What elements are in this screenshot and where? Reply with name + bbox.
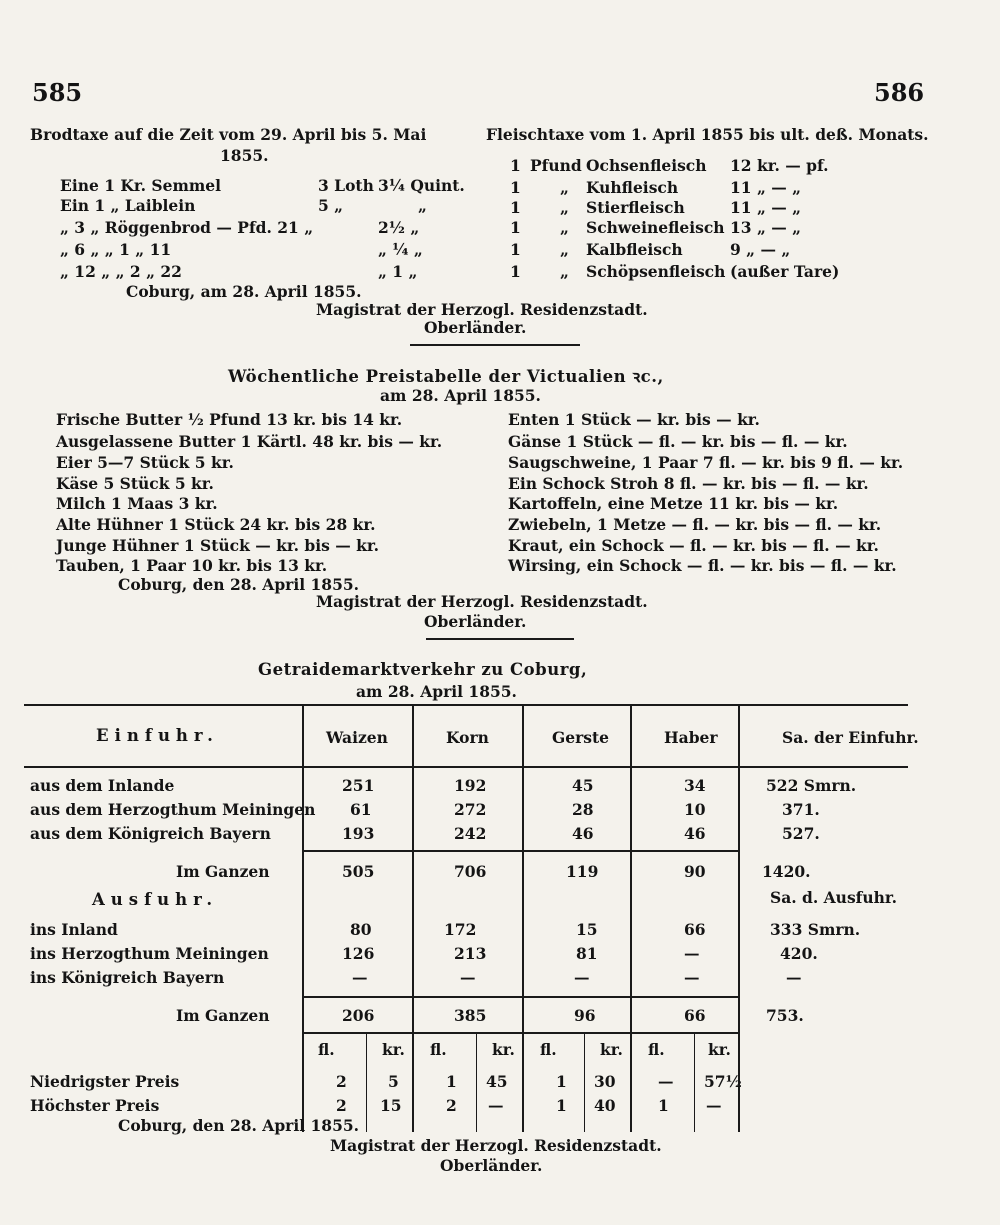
price-item: Käse 5 Stück 5 kr. [56, 474, 214, 493]
unit-header: fl. [430, 1040, 447, 1059]
fleischtaxe-title: Fleischtaxe vom 1. April 1855 bis ult. deß. Monats. [486, 125, 929, 144]
brodtaxe-quint: 2½ „ [378, 218, 420, 237]
fleischtaxe-price: 9 „ — „ [730, 240, 791, 259]
ausfuhr-label: Ausfuhr. [92, 890, 219, 909]
cell-sum: 522 Smrn. [766, 776, 857, 795]
cell-haber: 46 [684, 824, 706, 843]
signatory-name: Oberländer. [424, 612, 527, 631]
cell-haber: — [684, 968, 700, 987]
cell-korn: 213 [454, 944, 487, 963]
fleischtaxe-price: 11 „ — „ [730, 198, 802, 217]
unit-header: fl. [540, 1040, 557, 1059]
brodtaxe-quint: „ 1 „ [378, 262, 418, 281]
price-item: Kraut, ein Schock — fl. — kr. bis — fl. — kr. [508, 536, 879, 555]
price-item: Enten 1 Stück — kr. bis — kr. [508, 410, 760, 429]
fleischtaxe-qty: 1 [510, 240, 521, 259]
cell-price: 30 [594, 1072, 616, 1091]
unit-header: kr. [708, 1040, 731, 1059]
price-item: Wirsing, ein Schock — fl. — kr. bis — fl. — kr. [508, 556, 897, 575]
price-item: Alte Hühner 1 Stück 24 kr. bis 28 kr. [56, 515, 376, 534]
cell-korn: — [460, 968, 476, 987]
unit-header: kr. [600, 1040, 623, 1059]
fleischtaxe-unit: „ [560, 240, 569, 259]
price-item: Milch 1 Maas 3 kr. [56, 494, 218, 513]
brodtaxe-title: Brodtaxe auf die Zeit vom 29. April bis 5. Mai [30, 125, 427, 144]
getreide-dateline: Coburg, den 28. April 1855. [118, 1116, 360, 1135]
table-rule-top [24, 704, 908, 706]
table-rule-subtotal [302, 850, 738, 852]
col-header-haber: Haber [664, 728, 718, 747]
cell-haber: 66 [684, 1006, 706, 1025]
col-rule [522, 704, 524, 1132]
cell-waizen: 61 [350, 800, 372, 819]
cell-haber: 34 [684, 776, 706, 795]
fleischtaxe-item: Kalbfleisch [586, 240, 683, 259]
cell-price: — [488, 1096, 504, 1115]
cell-price: 1 [556, 1072, 567, 1091]
row-label: Höchster Preis [30, 1096, 160, 1115]
cell-waizen: 206 [342, 1006, 375, 1025]
unit-header: kr. [382, 1040, 405, 1059]
fleischtaxe-unit: „ [560, 262, 569, 281]
cell-price: 2 [336, 1096, 347, 1115]
brodtaxe-row: „ 6 „ „ 1 „ 11 [60, 240, 172, 259]
unit-header: fl. [318, 1040, 335, 1059]
cell-waizen: 80 [350, 920, 372, 939]
price-item: Kartoffeln, eine Metze 11 kr. bis — kr. [508, 494, 839, 513]
cell-korn: 192 [454, 776, 487, 795]
cell-gerste: 81 [576, 944, 598, 963]
fleischtaxe-item: Schöpsenfleisch [586, 262, 726, 281]
preistabelle-date: am 28. April 1855. [380, 386, 541, 405]
magistrat-signature: Magistrat der Herzogl. Residenzstadt. [316, 592, 648, 611]
fleischtaxe-qty: 1 [510, 198, 521, 217]
col-header-waizen: Waizen [326, 728, 388, 747]
cell-waizen: 251 [342, 776, 375, 795]
cell-sum: 527. [782, 824, 820, 843]
table-row [0, 920, 1000, 942]
cell-price: 15 [380, 1096, 402, 1115]
row-label: Niedrigster Preis [30, 1072, 180, 1091]
brodtaxe-quint: „ [418, 196, 427, 215]
price-item: Zwiebeln, 1 Metze — fl. — kr. bis — fl. — kr. [508, 515, 882, 534]
cell-haber: 66 [684, 920, 706, 939]
cell-gerste: 119 [566, 862, 599, 881]
ausfuhr-sum-header: Sa. d. Ausfuhr. [770, 888, 898, 907]
price-item: Tauben, 1 Paar 10 kr. bis 13 kr. [56, 556, 328, 575]
cell-haber: 10 [684, 800, 706, 819]
fleischtaxe-price: 11 „ — „ [730, 178, 802, 197]
fleischtaxe-price: (außer Tare) [730, 262, 840, 281]
unit-header: kr. [492, 1040, 515, 1059]
brodtaxe-year: 1855. [220, 146, 269, 165]
cell-gerste: 96 [574, 1006, 596, 1025]
cell-gerste: — [574, 968, 590, 987]
signatory-name: Oberländer. [440, 1156, 543, 1175]
table-rule-subtotal [302, 996, 738, 998]
table-row [0, 968, 1000, 990]
cell-sum: 420. [780, 944, 818, 963]
cell-korn: 242 [454, 824, 487, 843]
cell-sum: 371. [782, 800, 820, 819]
price-item: Gänse 1 Stück — fl. — kr. bis — fl. — kr. [508, 432, 848, 451]
cell-gerste: 15 [576, 920, 598, 939]
cell-waizen: 505 [342, 862, 375, 881]
fleischtaxe-qty: 1 [510, 262, 521, 281]
cell-price: 5 [388, 1072, 399, 1091]
cell-waizen: — [352, 968, 368, 987]
fleischtaxe-qty: 1 [510, 178, 521, 197]
brodtaxe-quint: „ ¼ „ [378, 240, 423, 259]
getreide-date: am 28. April 1855. [356, 682, 517, 701]
cell-sum: 333 Smrn. [770, 920, 861, 939]
magistrat-signature: Magistrat der Herzogl. Residenzstadt. [330, 1136, 662, 1155]
col-header-einfuhr: Einfuhr. [96, 726, 219, 745]
col-header-korn: Korn [446, 728, 489, 747]
price-item: Ein Schock Stroh 8 fl. — kr. bis — fl. — kr. [508, 474, 869, 493]
cell-haber: 90 [684, 862, 706, 881]
table-row-price [0, 1096, 1000, 1118]
table-row [0, 800, 1000, 822]
cell-price: 40 [594, 1096, 616, 1115]
cell-korn: 385 [454, 1006, 487, 1025]
cell-price: 1 [556, 1096, 567, 1115]
brodtaxe-row: „ 3 „ Röggenbrod — Pfd. 21 „ [60, 218, 314, 237]
magistrat-signature: Magistrat der Herzogl. Residenzstadt. [316, 300, 648, 319]
price-item: Eier 5—7 Stück 5 kr. [56, 453, 234, 472]
table-rule-header [24, 766, 908, 768]
fleischtaxe-unit: Pfund [530, 156, 582, 175]
unit-header-row [0, 1040, 1000, 1062]
row-label: Im Ganzen [176, 862, 270, 881]
cell-korn: 172 [444, 920, 477, 939]
cell-price: 57½ [704, 1072, 742, 1091]
cell-waizen: 193 [342, 824, 375, 843]
row-label: ins Herzogthum Meiningen [30, 944, 269, 963]
cell-price: 2 [446, 1096, 457, 1115]
brodtaxe-loth: 5 „ [318, 196, 344, 215]
row-label: aus dem Herzogthum Meiningen [30, 800, 316, 819]
preistabelle-dateline: Coburg, den 28. April 1855. [118, 575, 360, 594]
table-row [0, 944, 1000, 966]
brodtaxe-loth: 3 Loth [318, 176, 374, 195]
col-rule [630, 704, 632, 1132]
cell-sum: — [786, 968, 802, 987]
fleischtaxe-qty: 1 [510, 218, 521, 237]
getreide-title: Getraidemarktverkehr zu Coburg, [258, 660, 588, 679]
unit-header: fl. [648, 1040, 665, 1059]
table-row-total [0, 1006, 1000, 1028]
table-row [0, 824, 1000, 846]
row-label: aus dem Inlande [30, 776, 175, 795]
fleischtaxe-unit: „ [560, 178, 569, 197]
fleischtaxe-item: Schweinefleisch [586, 218, 725, 237]
brodtaxe-dateline: Coburg, am 28. April 1855. [126, 282, 362, 301]
col-rule [302, 704, 304, 1132]
cell-price: — [658, 1072, 674, 1091]
brodtaxe-row: Eine 1 Kr. Semmel [60, 176, 222, 195]
row-label: ins Inland [30, 920, 118, 939]
table-row-total [0, 862, 1000, 884]
cell-price: 1 [658, 1096, 669, 1115]
page-number-left: 585 [32, 78, 83, 107]
brodtaxe-quint: 3¼ Quint. [378, 176, 465, 195]
fleischtaxe-unit: „ [560, 218, 569, 237]
fleischtaxe-unit: „ [560, 198, 569, 217]
cell-korn: 272 [454, 800, 487, 819]
fleischtaxe-price: 12 kr. — pf. [730, 156, 829, 175]
col-rule [738, 704, 740, 1132]
col-header-sum: Sa. der Einfuhr. [782, 728, 919, 747]
cell-gerste: 45 [572, 776, 594, 795]
cell-price: — [706, 1096, 722, 1115]
cell-sum: 753. [766, 1006, 804, 1025]
col-rule [412, 704, 414, 1132]
table-row [0, 776, 1000, 798]
signatory-name: Oberländer. [424, 318, 527, 337]
cell-haber: — [684, 944, 700, 963]
row-label: Im Ganzen [176, 1006, 270, 1025]
page-number-right: 586 [874, 78, 925, 107]
preistabelle-title: Wöchentliche Preistabelle der Victualien ꝛc., [228, 367, 664, 386]
fleischtaxe-price: 13 „ — „ [730, 218, 802, 237]
cell-price: 45 [486, 1072, 508, 1091]
brodtaxe-row: Ein 1 „ Laiblein [60, 196, 196, 215]
price-item: Frische Butter ½ Pfund 13 kr. bis 14 kr. [56, 410, 403, 429]
price-item: Ausgelassene Butter 1 Kärtl. 48 kr. bis — kr. [56, 432, 443, 451]
cell-price: 1 [446, 1072, 457, 1091]
cell-price: 2 [336, 1072, 347, 1091]
cell-waizen: 126 [342, 944, 375, 963]
row-label: ins Königreich Bayern [30, 968, 225, 987]
brodtaxe-row: „ 12 „ „ 2 „ 22 [60, 262, 182, 281]
cell-korn: 706 [454, 862, 487, 881]
cell-gerste: 28 [572, 800, 594, 819]
col-header-gerste: Gerste [552, 728, 610, 747]
table-rule-price [302, 1032, 738, 1034]
row-label: aus dem Königreich Bayern [30, 824, 271, 843]
fleischtaxe-item: Stierfleisch [586, 198, 685, 217]
fleischtaxe-item: Kuhfleisch [586, 178, 679, 197]
price-item: Junge Hühner 1 Stück — kr. bis — kr. [56, 536, 380, 555]
cell-gerste: 46 [572, 824, 594, 843]
fleischtaxe-qty: 1 [510, 156, 521, 175]
price-item: Saugschweine, 1 Paar 7 fl. — kr. bis 9 fl. — kr. [508, 453, 904, 472]
section-divider [426, 638, 574, 640]
cell-sum: 1420. [762, 862, 811, 881]
table-row-price [0, 1072, 1000, 1094]
fleischtaxe-item: Ochsenfleisch [586, 156, 707, 175]
section-divider [410, 344, 580, 346]
